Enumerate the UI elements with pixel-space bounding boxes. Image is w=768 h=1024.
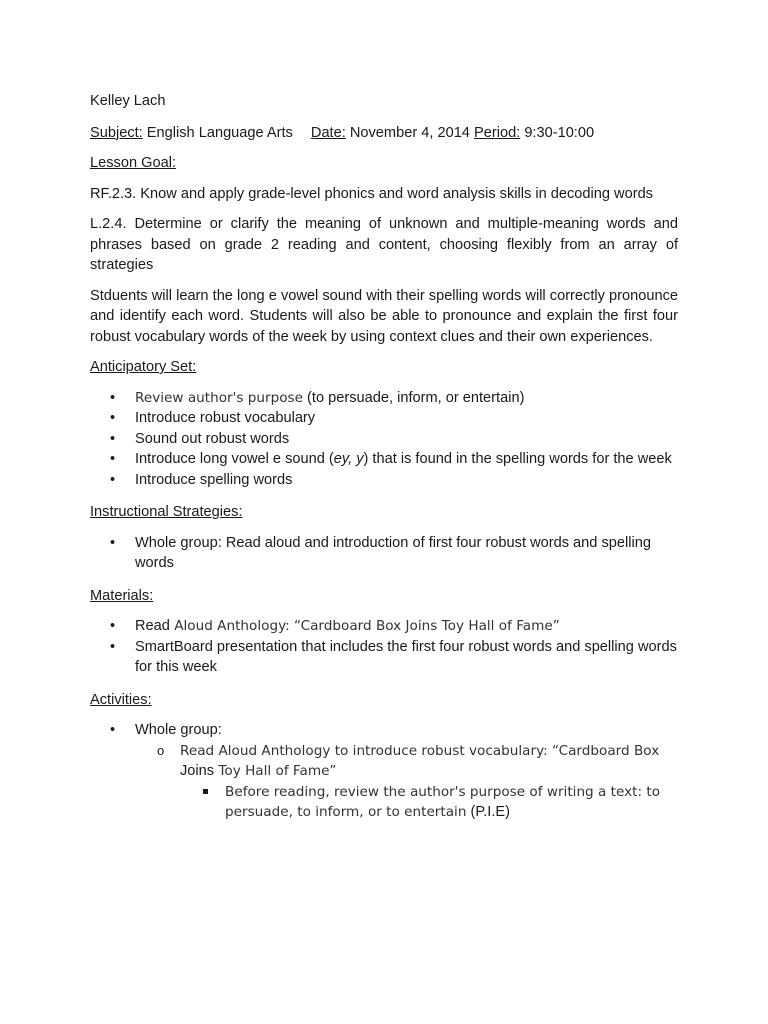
subject-label: Subject: (90, 124, 143, 141)
list-item: o Read Aloud Anthology to introduce robust vocabulary: “Cardboard Box Joins Toy Hall of Fame” Before reading, review the author's purpose of writing a text: to persuade, to inform, or to entertain (P.I.E) (135, 741, 678, 823)
list-item: • Review author's purpose (to persuade, inform, or entertain) (90, 388, 678, 409)
lesson-goal-heading: Lesson Goal: (90, 155, 176, 171)
standard-l-2-4: L.2.4. Determine or clarify the meaning of unknown and multiple-meaning words and phrases based on grade 2 reading and content, choosing flexibly from an array of strategies (90, 216, 678, 273)
standard-rf-2-3: RF.2.3. Know and apply grade-level phonics and word analysis skills in decoding words (90, 185, 653, 202)
materials-heading: Materials: (90, 587, 154, 604)
list-item: • Whole group: Read aloud and introduction of first four robust words and spelling words (90, 533, 678, 574)
activities-sublist (135, 741, 678, 823)
subject-value: English Language Arts (146, 124, 293, 141)
lesson-objective: Stduents will learn the long e vowel sound with their spelling words will correctly pronounce and identify each word. Students will also be able to pronounce and explain the first four robust vocabulary words of the week by using context clues and their own experiences. (90, 287, 678, 345)
list-item: • SmartBoard presentation that includes the first four robust words and spelling words for this week (90, 637, 678, 678)
activities-subsublist (180, 782, 678, 823)
period-value: 9:30-10:00 (524, 124, 595, 141)
lesson-plan (90, 91, 678, 835)
instructional-strategies-heading: Instructional Strategies: (90, 504, 243, 520)
anticipatory-set-list (90, 388, 678, 491)
lesson-header (90, 123, 678, 144)
author-name: Kelley Lach (90, 93, 166, 109)
date-label: Date: (310, 124, 346, 141)
list-item: • Read Aloud Anthology: “Cardboard Box Joins Toy Hall of Fame” (90, 616, 678, 637)
materials-list (90, 616, 678, 678)
instructional-strategies-list (90, 533, 678, 574)
list-item: • Introduce robust vocabulary (90, 408, 678, 429)
list-item: • Whole group: o Read Aloud Anthology to introduce robust vocabulary: “Cardboard Box Joins Toy Hall of Fame” Before reading, review the author's purpose of writing a text: to persuade, to inform, or to entertain (P.I.E) (90, 720, 678, 823)
activities-list (90, 720, 678, 823)
date-value: November 4, 2014 (349, 124, 470, 141)
anticipatory-set-heading: Anticipatory Set: (90, 359, 197, 375)
list-item: • Sound out robust words (90, 429, 678, 450)
list-item: Before reading, review the author's purpose of writing a text: to persuade, to inform, or to entertain (P.I.E) (180, 782, 678, 823)
period-label: Period: (474, 124, 521, 141)
list-item: • Introduce long vowel e sound (ey, y) that is found in the spelling words for the week (90, 449, 678, 470)
activities-heading: Activities: (90, 691, 152, 708)
list-item: • Introduce spelling words (90, 470, 678, 491)
